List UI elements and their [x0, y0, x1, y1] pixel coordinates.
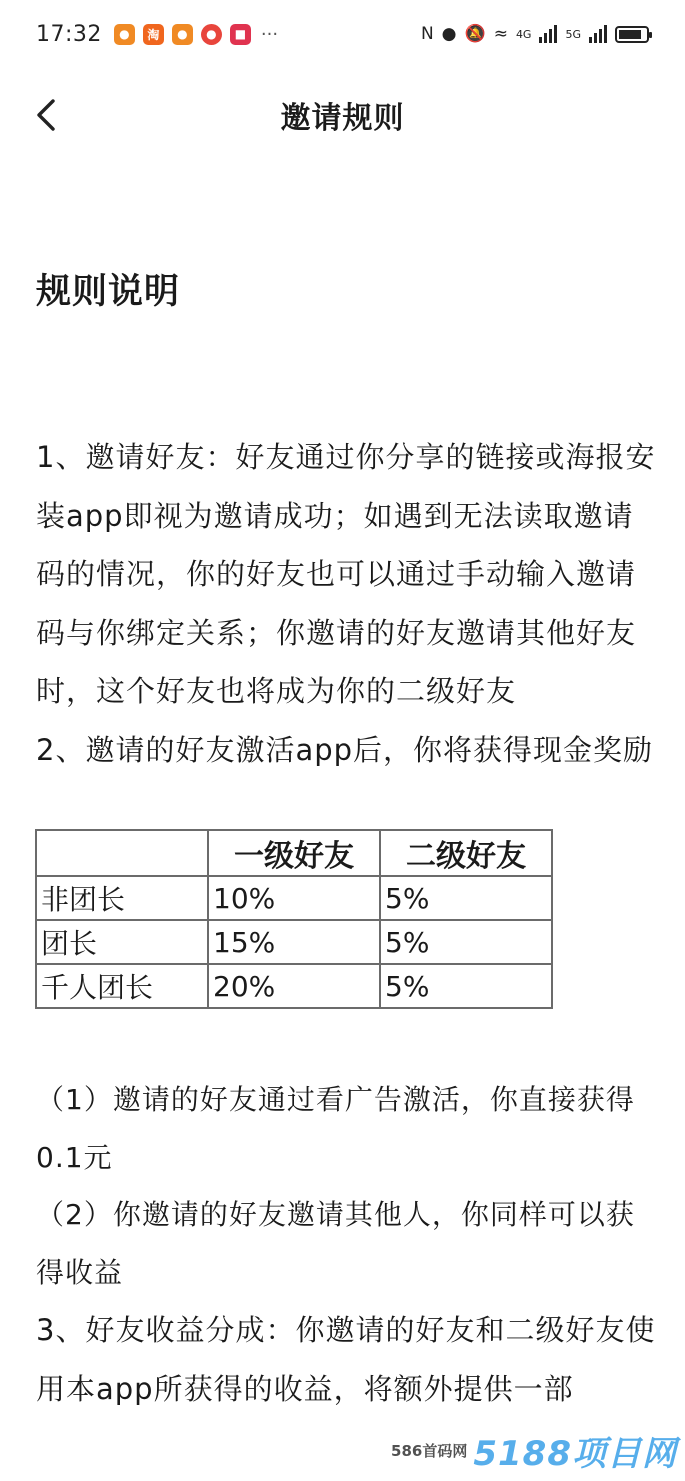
- section-heading: 规则说明: [36, 272, 181, 312]
- table-header-row: [36, 830, 552, 876]
- table-cell: 15%: [208, 920, 380, 964]
- reward-rate-table: [35, 829, 553, 1009]
- battery-icon: [615, 26, 649, 43]
- network-4g-label: 4G: [515, 27, 532, 41]
- table-cell: 5%: [380, 964, 552, 1008]
- app-notification-icon: ●: [201, 24, 222, 45]
- nfc-icon: N: [420, 24, 434, 44]
- app-notification-icon: ●: [114, 24, 135, 45]
- table-header-cell: 一级好友: [208, 830, 380, 876]
- signal-icon: [539, 25, 557, 43]
- location-icon: ●: [441, 24, 457, 44]
- taobao-icon: 淘: [143, 24, 164, 45]
- table-cell: 千人团长: [36, 964, 208, 1008]
- app-notification-icon: ●: [172, 24, 193, 45]
- status-time: 17:32: [36, 21, 102, 47]
- rule-paragraph: 1、邀请好友：好友通过你分享的链接或海报安装app即视为邀请成功；如遇到无法读取邀请码的情况，你的好友也可以通过手动输入邀请码与你绑定关系；你邀请的好友邀请其他好友时，这个好友也将成为你的二级好友: [36, 440, 656, 708]
- table-header-cell: [36, 830, 208, 876]
- rule-paragraph: 3、好友收益分成：你邀请的好友和二级好友使用本app所获得的收益，将额外提供一部: [36, 1313, 656, 1406]
- mute-icon: 🔕: [464, 24, 486, 44]
- page-title: 邀请规则: [280, 101, 405, 136]
- table-cell: 5%: [380, 876, 552, 920]
- signal-icon: [589, 25, 607, 43]
- rule-sub-paragraph: （1）邀请的好友通过看广告激活，你直接获得0.1元: [36, 1083, 635, 1174]
- watermark-small-text: 586首码网: [391, 1442, 468, 1460]
- table-cell: 10%: [208, 876, 380, 920]
- table-cell: 团长: [36, 920, 208, 964]
- table-cell: 非团长: [36, 876, 208, 920]
- more-notifications-icon: ···: [260, 23, 279, 45]
- network-5g-label: 5G: [565, 27, 581, 41]
- status-bar-left: [36, 22, 278, 47]
- wifi-icon: ≈: [493, 24, 508, 44]
- rules-content: [36, 262, 656, 1418]
- table-row: [36, 876, 552, 920]
- rule-paragraph: 2、邀请的好友激活app后，你将获得现金奖励: [36, 732, 654, 767]
- table-row: [36, 964, 552, 1008]
- table-cell: 20%: [208, 964, 380, 1008]
- table-row: [36, 920, 552, 964]
- table-cell: 5%: [380, 920, 552, 964]
- app-notification-icon: ■: [230, 24, 251, 45]
- status-bar: [0, 0, 685, 68]
- rule-sub-paragraph: （2）你邀请的好友邀请其他人，你同样可以获得收益: [36, 1198, 635, 1289]
- watermark-logo-text: 5188项目网: [473, 1434, 677, 1474]
- nav-bar: [0, 75, 685, 155]
- table-header-cell: 二级好友: [380, 830, 552, 876]
- status-bar-right: [421, 24, 649, 44]
- watermark: [391, 1426, 677, 1475]
